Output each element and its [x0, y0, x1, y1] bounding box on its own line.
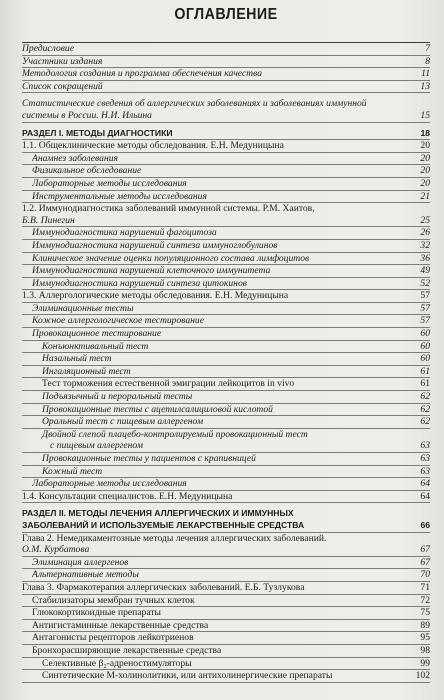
toc-chapter[interactable]: 1.4. Консультации специалистов. Е.Н. Медуницына 64: [22, 490, 430, 502]
toc-entry[interactable]: Провокационные тесты с ацетилсалициловой кислотой 62: [22, 404, 430, 417]
toc-entry[interactable]: Глюкокортикоидные препараты 75: [22, 607, 430, 620]
toc-entry[interactable]: Альтернативные методы 70: [22, 569, 430, 582]
toc-entry[interactable]: Иммунодиагностика нарушений синтеза цитокинов 52: [22, 278, 430, 291]
toc-entry[interactable]: Элиминационные тесты 57: [22, 303, 430, 316]
toc-entry[interactable]: Тест торможения естественной эмиграции лейкоцитов in vivo 61: [22, 378, 430, 391]
toc-entry[interactable]: Клиническое значение оценки популяционного состава лимфоцитов 36: [22, 253, 430, 266]
toc-entry[interactable]: Анамнез заболевания 20: [22, 153, 430, 166]
toc-entry[interactable]: Участники издания 8: [22, 55, 430, 67]
toc-entry[interactable]: Методология создания и программа обеспечения качества 11: [22, 68, 430, 80]
section-heading[interactable]: РАЗДЕЛ II. МЕТОДЫ ЛЕЧЕНИЯ АЛЛЕРГИЧЕСКИХ И ИММУННЫХ ЗАБОЛЕВАНИЙ И ИСПОЛЬЗУЕМЫЕ ЛЕКАРСТВЕННЫЕ СРЕДСТВА 66: [22, 508, 430, 532]
table-of-contents: [22, 42, 430, 683]
toc-chapter[interactable]: 1.1. Общеклинические методы обследования. Е.Н. Медуницына 20: [22, 140, 430, 152]
toc-entry[interactable]: Бронхорасширяющие лекарственные средства 98: [22, 645, 430, 658]
toc-entry[interactable]: Иммунодиагностика нарушений синтеза иммуноглобулинов 32: [22, 240, 430, 253]
toc-entry[interactable]: Список сокращений 13: [22, 80, 430, 92]
toc-entry-statistics[interactable]: Статистические сведения об аллергических заболеваниях и заболеваниях иммунной системы в России. Н.И. Ильина 15: [22, 98, 430, 121]
toc-entry[interactable]: Селективные β₂-адреностимуляторы 99: [22, 658, 430, 671]
toc-entry[interactable]: Антигистаминные лекарственные средства 89: [22, 620, 430, 633]
section-heading[interactable]: РАЗДЕЛ I. МЕТОДЫ ДИАГНОСТИКИ 18: [22, 128, 430, 141]
toc-entry[interactable]: Иммунодиагностика нарушений клеточного иммунитета 49: [22, 265, 430, 278]
toc-entry[interactable]: Кожный тест 63: [22, 466, 430, 479]
toc-entry[interactable]: Элиминация аллергенов 67: [22, 557, 430, 570]
toc-entry[interactable]: Двойной слепой плацебо-контролируемый провокационный тест с пищевым аллергеном 63: [22, 429, 430, 453]
toc-entry[interactable]: Стабилизаторы мембран тучных клеток 72: [22, 595, 430, 608]
toc-chapter[interactable]: Глава 2. Немедикаментозные методы лечения аллергических заболеваний. О.М. Курбатова 67: [22, 532, 430, 556]
toc-entry[interactable]: Провокационные тесты у пациентов с крапивницей 63: [22, 453, 430, 466]
toc-entry[interactable]: Ингаляционный тест 61: [22, 366, 430, 379]
toc-entry[interactable]: Иммунодиагностика нарушений фагоцитоза 26: [22, 227, 430, 240]
toc-entry[interactable]: Провокационное тестирование 60: [22, 328, 430, 341]
toc-entry[interactable]: Синтетические М-холинолитики, или антихолинергические препараты 102: [22, 670, 430, 683]
toc-entry[interactable]: Инструментальные методы исследования 21: [22, 191, 430, 204]
toc-entry[interactable]: Подъязычный и пероральный тесты 62: [22, 391, 430, 404]
toc-entry[interactable]: Предисловие 7: [22, 43, 430, 54]
toc-entry[interactable]: Лабораторные методы исследования 20: [22, 178, 430, 191]
toc-entry[interactable]: Антагонисты рецепторов лейкотриенов 95: [22, 632, 430, 645]
toc-chapter[interactable]: Глава 3. Фармакотерапия аллергических заболеваний. Е.Б. Тузлукова 71: [22, 581, 430, 593]
page-title: ОГЛАВЛЕНИЕ: [174, 6, 278, 23]
toc-entry[interactable]: Кожное аллергологическое тестирование 57: [22, 315, 430, 328]
toc-entry[interactable]: Лабораторные методы исследования 64: [22, 478, 430, 491]
toc-entry[interactable]: Конъюнктивальный тест 60: [22, 341, 430, 354]
toc-entry[interactable]: Назальный тест 60: [22, 353, 430, 366]
toc-chapter[interactable]: 1.3. Аллергологические методы обследования. Е.Н. Медуницына 57: [22, 290, 430, 302]
toc-chapter[interactable]: 1.2. Иммунодиагностика заболеваний иммунной системы. Р.М. Хаитов, Б.В. Пинегин 25: [22, 203, 430, 226]
toc-entry[interactable]: Физикальное обследование 20: [22, 165, 430, 178]
toc-entry[interactable]: Оральный тест с пищевым аллергеном 62: [22, 416, 430, 429]
